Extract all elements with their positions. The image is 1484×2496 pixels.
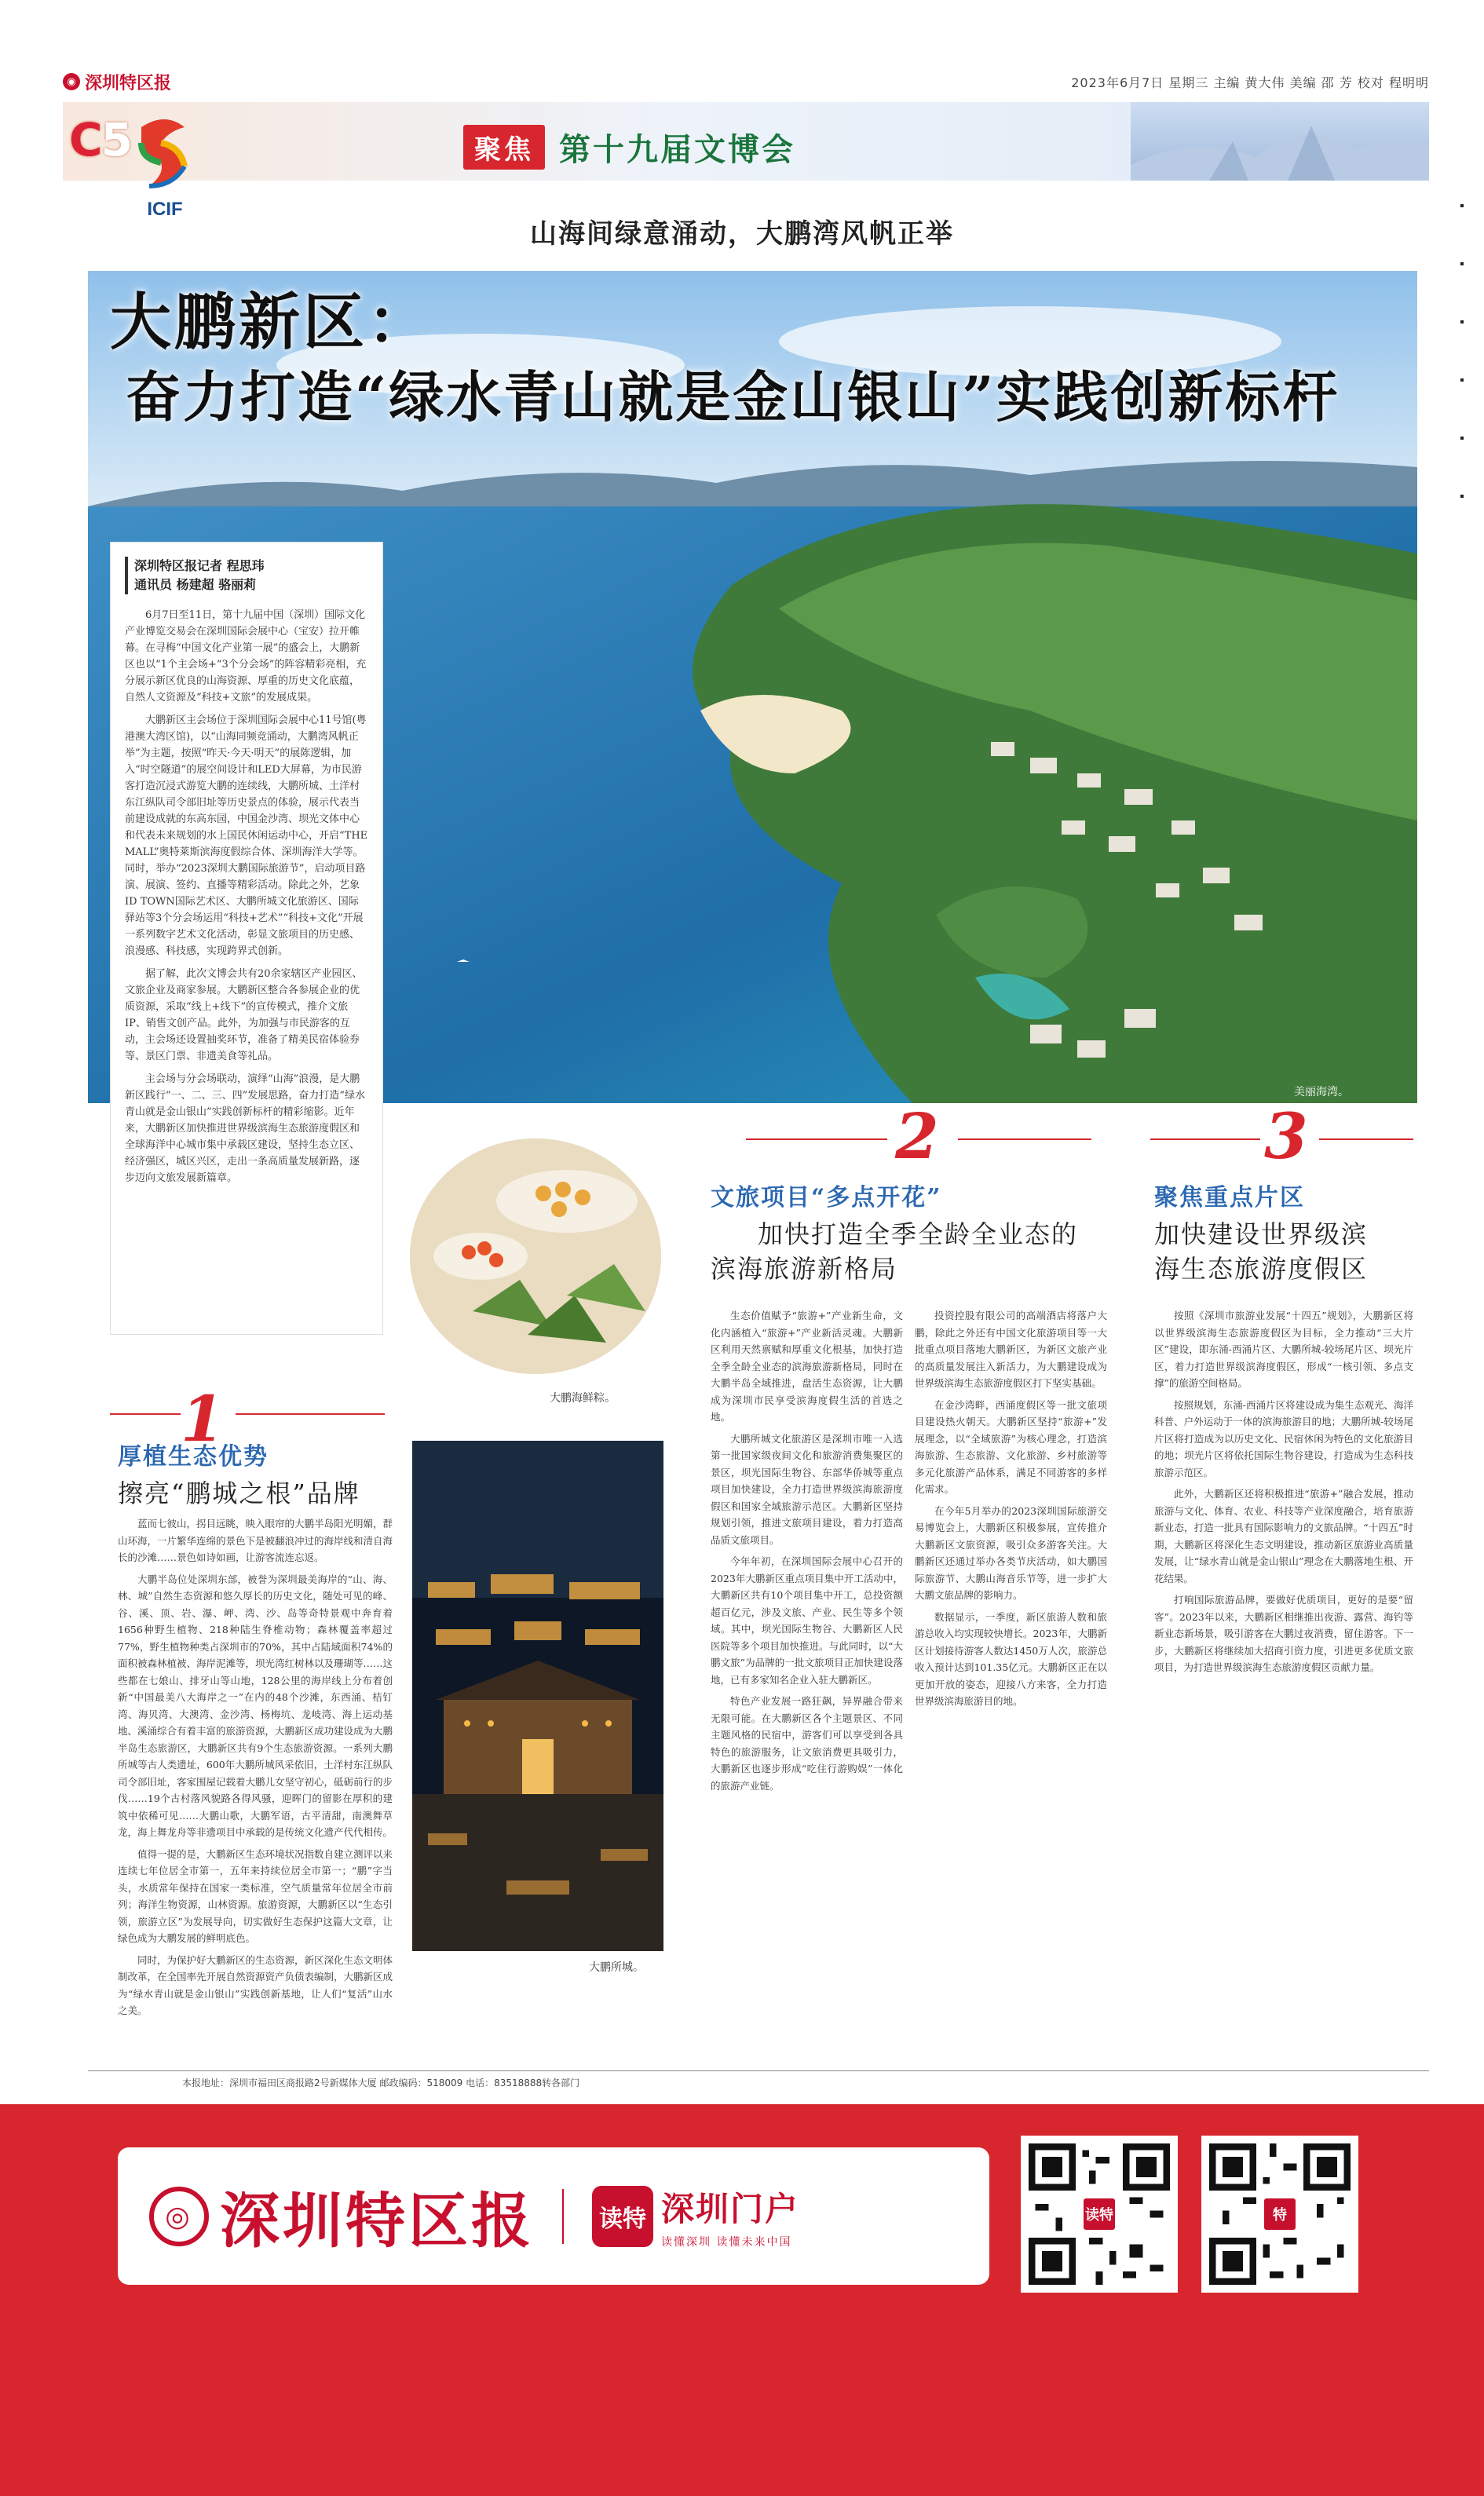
section-1-kicker: 厚植生态优势 <box>118 1443 269 1471</box>
focus-tag <box>463 126 795 168</box>
section-2-body-col-2 <box>915 1307 1107 2053</box>
section-1-head <box>118 1437 400 1511</box>
hero-caption: 美丽海湾。 <box>1294 1086 1349 1098</box>
body-paragraph: 此外，大鹏新区还将积极推进“旅游+”融合发展，推动旅游与文化、体育、农业、科技等产业深度融合，培育旅游新业态，打造一批具有国际影响力的文旅品牌。“十四五”时期，大鹏新区将深化生态文明建设，推动新区旅游业高质量发展，让“绿水青山就是金山银山”理念在大鹏落地生根、开花结果。 <box>1154 1488 1413 1584</box>
brand-name: 深圳特区报 <box>220 2186 534 2256</box>
icif-logo <box>118 111 212 221</box>
paper-name-small: 深圳特区报 <box>85 72 172 93</box>
section-1-body <box>118 1515 393 2057</box>
section-1-number: 1 <box>181 1382 225 1456</box>
zongzi-image <box>410 1138 661 1374</box>
byline-reporter: 深圳特区报记者 程思玮 <box>134 558 265 573</box>
qr-center-logo: 特 <box>1262 2196 1298 2232</box>
dute-app-icon: 读特 <box>592 2186 653 2247</box>
brand-main <box>149 2173 534 2259</box>
section-1-title: 擦亮“鹏城之根”品牌 <box>118 1478 360 1508</box>
body-paragraph: 生态价值赋予“旅游+”产业新生命，文化内涵植入“旅游+”产业新活灵魂。大鹏新区利用天然禀赋和厚重文化根基，加快打造全季全龄全业态的滨海旅游新格局，同时在大鹏半岛全域推进，盘活生态资源，让大鹏成为深圳市民享受滨海度假生活的首选之地。 <box>711 1310 903 1423</box>
card-divider <box>562 2189 564 2244</box>
body-paragraph: 在金沙湾畔，西涌度假区等一批文旅项目建设热火朝天。大鹏新区坚持“旅游+”发展理念，以“全域旅游”为核心理念，打造滨海旅游、生态旅游、文化旅游、乡村旅游等多元化旅游产品体系，满足不同游客的多样化需求。 <box>915 1398 1107 1495</box>
qr-code-paper[interactable] <box>1201 2136 1358 2293</box>
meta-bar <box>63 66 1429 97</box>
sub-brand-slogan: 读懂深圳 读懂未来中国 <box>661 2235 792 2249</box>
section-3-kicker: 聚焦重点片区 <box>1154 1184 1305 1211</box>
sub-brand-name: 深圳门户 <box>661 2189 800 2228</box>
body-paragraph: 投资控股有限公司的高端酒店将落户大鹏，除此之外还有中国文化旅游项目等一大批重点项目落地大鹏新区，为新区文旅产业的高质量发展注入新活力，为大鹏建设成为世界级滨海生态旅游度假区打下坚实基础。 <box>915 1310 1107 1389</box>
section-3-rule <box>1319 1138 1413 1140</box>
food-photo <box>410 1138 661 1374</box>
section-2-title-line1: 加快打造全季全龄全业态的 <box>758 1219 1079 1249</box>
body-paragraph: 大鹏半岛位处深圳东部，被誉为深圳最美海岸的“山、海、林、城”自然生态资源和悠久厚长的历史文化，随处可见的峰、谷、溪、顶、岩、瀑、岬、湾、沙、岛等奇特景观中奔育着1656种野生植物、218种陆生脊椎动物；森林覆盖率超过77%，野生植物种类占深圳市的70%，其中占陆域面积74%的面积被森林植被、海岸泥滩等，坝光湾红树林以及珊瑚等……这些都在七娘山、排牙山等山地，128公里的海岸线上分布着创新“中国最美八大海岸之一”在内的48个沙滩，东西涌、桔钉湾、海贝湾、大澳湾、金沙湾、杨梅坑、龙岐湾、海上运动基地、溪涌综合有着丰富的旅游资源，大鹏新区成功建设成为大鹏半岛生态旅游区，大鹏新区共有9个生态旅游资源。一系列大鹏所城等古人类遗址，600年大鹏所城风采依旧，土洋村东江纵队司令部旧址，客家围屋记载着大鹏儿女坚守初心，砥砺前行的步伐……19个古村落风貌路各得风骚，迎晖门的留影在厚积的建筑中依稀可见……大鹏山歌，大鹏军语，古平清甜，南澳舞草龙，海上舞龙舟等非遗项目中承载的是传统文化遗产代代相传。 <box>118 1573 393 1838</box>
intro-paragraph: 据了解，此次文博会共有20余家辖区产业园区、文旅企业及商家参展。大鹏新区整合各参展企业的优质资源，采取“线上+线下”的宣传模式，推介文旅IP、销售文创产品。此外，为加强与市民游客的互动，主会场还设置抽奖环节，准备了精美民宿体验券等、景区门票、非遗美食等礼品。 <box>125 968 363 1062</box>
food-caption: 大鹏海鲜粽。 <box>550 1392 616 1405</box>
section-3-title-line2: 海生态旅游度假区 <box>1154 1254 1369 1284</box>
qr-code-dute[interactable] <box>1021 2136 1178 2293</box>
body-paragraph: 按照《深圳市旅游业发展“十四五”规划》，大鹏新区将以世界级滨海生态旅游度假区为目标，全力推动“三大片区”建设，即东涌-西涌片区、大鹏所城-较场尾片区、坝光片区，着力打造世界级滨海度假区，形成“一核引领、多点支撑”的旅游空间格局。 <box>1154 1310 1413 1389</box>
intro-paragraph: 主会场与分会场联动，演绎“山海”浪漫，是大鹏新区践行“一、二、三、四”发展思路，奋力打造“绿水青山就是金山银山”实践创新标杆的精彩缩影。近年来，大鹏新区加快推进世界级滨海生态旅游度假区和全球海洋中心城市集中承载区建设，坚持生态立区、经济强区，城区兴区，走出一条高质量发展新路，逐步迈向文旅发展新篇章。 <box>125 1073 365 1184</box>
section-3-title-line1: 加快建设世界级滨 <box>1154 1219 1369 1249</box>
focus-title: 第十九届文博会 <box>559 130 795 168</box>
section-2-title-line2: 滨海旅游新格局 <box>711 1254 898 1284</box>
body-paragraph: 今年年初，在深圳国际会展中心召开的2023年大鹏新区重点项目集中开工活动中，大鹏新区共有10个项目集中开工，总投资额超百亿元，涉及文旅、产业、民生等多个领域。其中，坝光国际生物谷、大鹏新区人民医院等多个项目加快推进。与此同时，以“大鹏文旅”为品牌的一批文旅项目正加快建设落地，已有多家知名企业入驻大鹏新区。 <box>711 1555 903 1686</box>
ancient-town-night-image <box>412 1441 663 1951</box>
section-1-rule <box>236 1413 385 1415</box>
section-2-body-col-1 <box>711 1307 903 2053</box>
body-paragraph: 特色产业发展一路狂飙，异界融合带来无限可能。在大鹏新区各个主题景区、不同主题风格的民宿中，游客们可以享受到各具特色的旅游服务，让文旅消费更具吸引力，大鹏新区也逐步形成“吃住行游购娱”一体化的旅游产业链。 <box>711 1695 903 1792</box>
section-3-number: 3 <box>1264 1099 1308 1173</box>
town-caption: 大鹏所城。 <box>589 1961 644 1974</box>
headline-primary: 大鹏新区： <box>110 287 433 358</box>
body-paragraph: 打响国际旅游品牌，要做好优质项目，更好的是要“留客”。2023年以来，大鹏新区相继推出夜游、露营、海钓等新业态新场景，吸引游客在大鹏过夜消费，留住游客。下一步，大鹏新区将继续加大招商引资力度，引进更多优质文旅项目，为打造世界级滨海生态旅游度假区贡献力量。 <box>1154 1594 1413 1673</box>
section-1-rule <box>110 1413 181 1415</box>
paper-seal-icon: ◉ <box>63 73 80 90</box>
intro-column <box>110 542 383 1335</box>
body-paragraph: 同时，为保护好大鹏新区的生态资源，新区深化生态文明体制改革，在全国率先开展自然资源资产负债表编制，大鹏新区成为“绿水青山就是金山银山”实践创新基地，让人们“复活”山水之美。 <box>118 1953 393 2016</box>
subhead: 山海间绿意涌动，大鹏湾风帆正举 <box>530 218 954 250</box>
headline-secondary: 奋力打造“绿水青山就是金山银山”实践创新标杆 <box>126 364 1340 429</box>
focus-label: 聚焦 <box>463 125 545 170</box>
section-2-head <box>711 1178 1119 1286</box>
skyline-graphic <box>1131 102 1429 181</box>
paper-logo-small <box>63 70 171 94</box>
body-paragraph: 数据显示，一季度，新区旅游人数和旅游总收入均实现较快增长。2023年，大鹏新区计划接待游客人数达1450万人次，旅游总收入预计达到101.35亿元。大鹏新区正在以更加开放的姿态，迎接八方来客，全力打造世界级滨海旅游目的地。 <box>915 1610 1107 1707</box>
town-photo <box>412 1441 663 1951</box>
body-paragraph: 值得一提的是，大鹏新区生态环境状况指数自建立测评以来连续七年位居全市第一，五年来持续位居全市第一；“鹏”字当头，水质常年保持在国家一类标准，空气质量常年位居全市前列；海洋生物资源，山林资源。旅游资源，大鹏新区以“生态引领，旅游立区”为发展导向，切实做好生态保护这篇大文章，让绿色成为大鹏发展的鲜明底色。 <box>118 1847 393 1944</box>
margin-ticks <box>1460 204 1467 553</box>
svg-text:ICIF: ICIF <box>147 199 183 220</box>
intro-paragraph: 大鹏新区主会场位于深圳国际会展中心11号馆(粤港澳大湾区馆)，以“山海同频竞涌动，大鹏湾风帆正举”为主题，按照“昨天·今天·明天”的展陈逻辑，加入“时空隧道”的展空间设计和LED大屏幕，为市民游客打造沉浸式游览大鹏的连续线，大鹏所城、土洋村东江纵队司令部旧址等历史景点的体验，展示代表当前建设成就的东高东园，中国金沙湾、坝光文体中心和代表未来规划的水上国民休闲运动中心，开启“THE MALL”奥特莱斯滨海度假综合体、深圳海洋大学等。同时，举办“2023深圳大鹏国际旅游节”，启动项目路演、展演、签约、直播等精彩活动。除此之外，艺象ID TOWN国际艺术区、大鹏所城文化旅游区、国际驿站等3个分会场运用“科技+艺术”“科技+文化”开展一系列数字艺术文化活动，彰显文旅项目的历史感、浪漫感、科技感，实现跨界式创新。 <box>125 714 368 957</box>
body-paragraph: 按照规划，东涌-西涌片区将建设成为集生态观光、海洋科普、户外运动于一体的滨海旅游目的地；大鹏所城-较场尾片区将打造成为以历史文化、民宿休闲为特色的文化旅游目的地；坝光片区将依托国际生物谷建设，打造成为生态科技旅游示范区。 <box>1154 1398 1413 1478</box>
header-skyline <box>1131 102 1429 181</box>
brand-seal-icon: ◎ <box>149 2187 209 2246</box>
section-2-rule <box>958 1138 1091 1140</box>
body-paragraph: 在今年5月举办的2023深圳国际旅游交易博览会上，大鹏新区积极参展，宣传推介大鹏新区文旅资源，吸引众多游客关注。大鹏新区还通过举办各类节庆活动，如大鹏国际旅游节、大鹏山海音乐节等，进一步扩大大鹏文旅品牌的影响力。 <box>915 1504 1107 1601</box>
section-3-head <box>1154 1178 1413 1286</box>
section-2-rule <box>746 1138 887 1140</box>
byline-correspondents: 通讯员 杨建超 骆丽莉 <box>134 577 257 592</box>
section-3-rule <box>1150 1138 1260 1140</box>
section-3-body <box>1154 1307 1413 2053</box>
section-2-number: 2 <box>895 1099 939 1173</box>
section-2-kicker: 文旅项目“多点开花” <box>711 1184 942 1211</box>
body-paragraph: 大鹏所城文化旅游区是深圳市唯一入选第一批国家级夜间文化和旅游消费集聚区的景区，坝光国际生物谷、东部华侨城等重点项目加快建设，全力打造世界级滨海旅游度假区和国家全域旅游示范区。大鹏新区坚持规划引领，推进文旅项目建设，着力打造高品质文旅项目。 <box>711 1432 903 1546</box>
byline <box>125 557 368 594</box>
page-number: C5 <box>69 113 131 166</box>
body-paragraph: 蓝而七彼山，拐目远眺，映入眼帘的大鹏半岛阳光明媚，群山环海，一片繁华连绵的景色下是被翻浪冲过的海岸线和清自海长的沙滩……景色如诗如画，让游客流连忘返。 <box>118 1518 393 1563</box>
qr-center-logo: 读特 <box>1081 2196 1117 2232</box>
sub-brand <box>592 2184 799 2249</box>
brand-card <box>118 2147 989 2285</box>
intro-paragraph: 6月7日至11日，第十九届中国（深圳）国际文化产业博览交易会在深圳国际会展中心（宝安）拉开帷幕。在寻梅“中国文化产业第一展”的盛会上，大鹏新区也以“1个主会场+“3个分会场”的阵容精彩亮相，充分展示新区优良的山海资源、厚重的历史文化底蕴，自然人文资源及“科技+文旅”的发展成果。 <box>125 609 367 703</box>
date-line: 2023年6月7日 星期三 主编 黄大伟 美编 邵 芳 校对 程明明 <box>1071 75 1429 90</box>
address-bar: 本报地址：深圳市福田区商报路2号新媒体大厦 邮政编码：518009 电话：83518888转各部门 <box>88 2070 1429 2092</box>
